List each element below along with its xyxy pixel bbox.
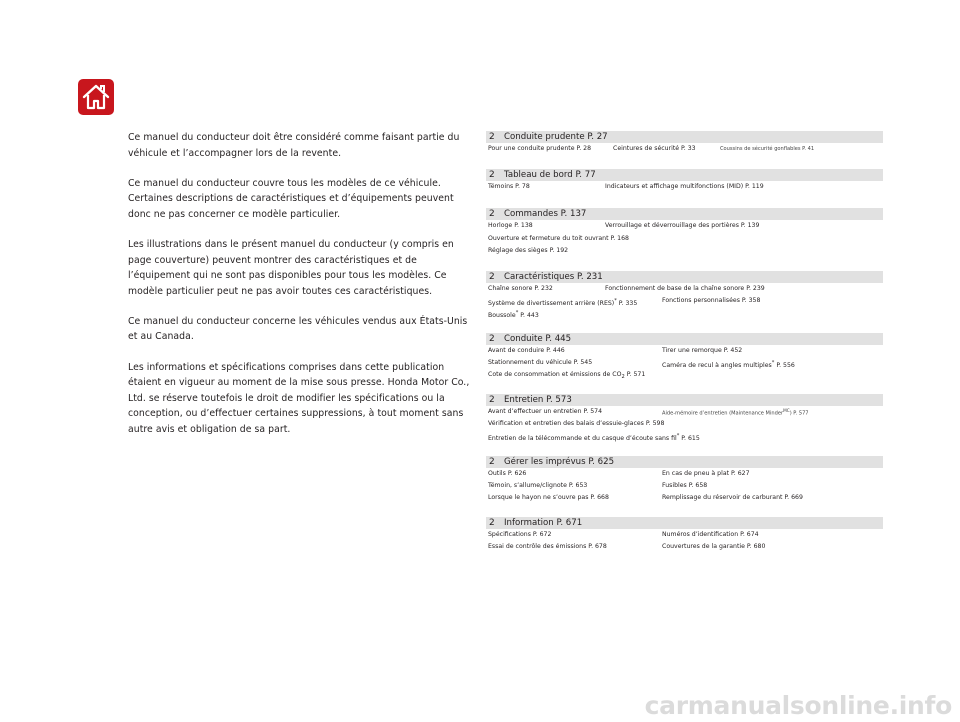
arrow-icon: 2 — [489, 170, 495, 181]
section-title: Conduite prudente — [504, 132, 585, 142]
arrow-icon: 2 — [489, 333, 495, 344]
arrow-icon: 2 — [489, 518, 495, 529]
toc-section-gerer-les-imprevus — [486, 456, 883, 505]
footnote-star: * — [515, 310, 519, 317]
toc-row — [486, 245, 883, 257]
toc-link[interactable]: Témoin, s’allume/clignote P. 653 — [488, 481, 588, 489]
toc-link[interactable]: Vérification et entretien des balais d’essuie-glaces P. 598 — [488, 420, 665, 428]
toc-header-conduite-prudente[interactable] — [486, 131, 883, 143]
toc-link[interactable]: Tirer une remorque P. 452 — [662, 346, 743, 354]
toc-link-text: Entretien de la télécommande et du casque d’écoute sans fil — [488, 435, 677, 443]
footnote-star: * — [676, 433, 680, 440]
house-icon — [78, 79, 114, 115]
toc-link-page: P. 556 — [774, 361, 795, 369]
section-page: P. 573 — [546, 395, 572, 406]
subscript: 2 — [621, 374, 625, 381]
watermark: carmanualsonline.info — [644, 691, 952, 720]
section-title: Commandes — [504, 209, 558, 220]
intro-text — [128, 130, 476, 452]
toc-link[interactable]: Pour une conduite prudente P. 28 — [488, 145, 592, 152]
toc-row — [486, 283, 883, 295]
intro-paragraph: Ce manuel du conducteur couvre tous les modèles de ce véhicule. Certaines descriptions de caractéristiques et d’équipements peuvent donc ne pas concerner ce modèle particulier. — [128, 177, 454, 220]
section-title: Gérer les imprévus — [504, 456, 586, 467]
toc-row — [486, 143, 883, 155]
section-page: P. 27 — [587, 132, 608, 142]
section-page: P. 625 — [588, 456, 615, 467]
table-of-contents — [486, 131, 883, 554]
intro-paragraph: Les informations et spécifications comprises dans cette publication étaient en vigueur au moment de la mise sous presse. Honda Motor Co., Ltd. se réserve toutefois le droit de modifier les spécifications ou la conception, ou d’effectuer certaines suppressions, à tout moment sans autre avis et obligation de sa part. — [128, 361, 470, 435]
toc-section-tableau-de-bord — [486, 169, 883, 193]
arrow-icon: 2 — [489, 132, 495, 142]
toc-header-entretien[interactable] — [486, 394, 883, 406]
toc-link[interactable]: Horloge P. 138 — [488, 222, 533, 230]
section-title: Information — [504, 518, 554, 529]
toc-link-text: Cote de consommation et émissions de CO — [488, 370, 622, 378]
toc-row — [486, 295, 883, 307]
toc-link[interactable] — [488, 369, 645, 383]
arrow-icon: 2 — [489, 271, 495, 282]
toc-link[interactable]: Verrouillage et déverrouillage des portières P. 139 — [605, 222, 760, 230]
toc-header-caracteristiques[interactable] — [486, 271, 883, 283]
toc-header-conduite[interactable] — [486, 333, 883, 345]
toc-link[interactable]: Numéros d’identification P. 674 — [662, 531, 759, 539]
toc-link[interactable]: Lorsque le hayon ne s’ouvre pas P. 668 — [488, 494, 609, 501]
toc-link-text: Caméra de recul à angles multiples — [662, 361, 772, 369]
section-page: P. 137 — [560, 209, 587, 220]
toc-link[interactable]: Réglage des sièges P. 192 — [488, 246, 569, 254]
section-title: Caractéristiques — [504, 271, 575, 282]
arrow-icon: 2 — [489, 395, 495, 406]
toc-section-commandes — [486, 208, 883, 257]
intro-paragraph: Ce manuel du conducteur doit être considéré comme faisant partie du véhicule et l’accompagner lors de la revente. — [128, 132, 460, 159]
toc-header-information[interactable] — [486, 517, 883, 529]
toc-row — [486, 541, 883, 553]
toc-row — [486, 345, 883, 357]
toc-link-text: Boussole — [488, 312, 516, 320]
toc-row — [486, 369, 883, 381]
section-title: Conduite — [504, 333, 543, 344]
toc-link[interactable]: Outils P. 626 — [488, 469, 527, 477]
toc-link-page: P. 615 — [679, 435, 700, 443]
section-title: Tableau de bord — [504, 170, 573, 181]
toc-section-conduite — [486, 333, 883, 382]
toc-link[interactable]: Remplissage du réservoir de carburant P. 669 — [662, 494, 803, 501]
toc-row — [486, 233, 883, 245]
toc-link-text: Aide-mémoire d’entretien (Maintenance Minder — [662, 410, 784, 417]
intro-paragraph: Les illustrations dans le présent manuel du conducteur (y compris en page couverture) peuvent montrer des caractéristiques et de l’équipement qui ne sont pas disponibles pour tous les modèles. Ce modèle particulier peut ne pas avoir toutes ces caractéristiques. — [128, 238, 454, 297]
toc-link-page: ) P. 577 — [789, 410, 809, 417]
toc-row — [486, 357, 883, 369]
toc-link-page: P. 443 — [518, 312, 539, 320]
toc-link[interactable]: Coussins de sécurité gonflables P. 41 — [720, 146, 815, 152]
toc-header-tableau-de-bord[interactable] — [486, 169, 883, 181]
toc-row — [486, 418, 883, 430]
toc-link[interactable]: Stationnement du véhicule P. 545 — [488, 358, 593, 366]
toc-section-caracteristiques — [486, 271, 883, 320]
toc-link[interactable]: Ceintures de sécurité P. 33 — [613, 145, 696, 152]
arrow-icon: 2 — [489, 209, 495, 220]
toc-row — [486, 480, 883, 492]
toc-section-entretien — [486, 394, 883, 443]
toc-link[interactable]: Spécifications P. 672 — [488, 531, 552, 539]
toc-link[interactable]: En cas de pneu à plat P. 627 — [662, 469, 750, 477]
toc-link[interactable]: Couvertures de la garantie P. 680 — [662, 543, 766, 551]
toc-link[interactable] — [488, 307, 539, 322]
toc-link[interactable]: Avant de conduire P. 446 — [488, 346, 565, 354]
toc-link[interactable]: Fonctions personnalisées P. 358 — [662, 297, 761, 305]
toc-row — [486, 492, 883, 504]
superscript: MC — [783, 409, 790, 415]
toc-row — [486, 406, 883, 418]
toc-link[interactable]: Indicateurs et affichage multifonctions (MID) P. 119 — [605, 183, 764, 191]
intro-paragraph: Ce manuel du conducteur concerne les véhicules vendus aux États-Unis et au Canada. — [128, 315, 468, 343]
section-page: P. 445 — [545, 333, 572, 344]
toc-link-page: P. 571 — [624, 370, 646, 378]
toc-row — [486, 181, 883, 193]
section-page: P. 671 — [556, 518, 583, 529]
footnote-star: * — [614, 298, 617, 305]
toc-link[interactable]: Fonctionnement de base de la chaîne sonore P. 239 — [605, 284, 765, 292]
toc-link[interactable]: Chaîne sonore P. 232 — [488, 284, 553, 292]
toc-link[interactable]: Fusibles P. 658 — [662, 481, 708, 489]
arrow-icon: 2 — [489, 456, 495, 467]
toc-link-text: Système de divertissement arrière (RES) — [488, 300, 615, 308]
section-page: P. 231 — [577, 271, 603, 282]
toc-header-gerer-les-imprevus[interactable] — [486, 456, 883, 468]
toc-section-conduite-prudente — [486, 131, 883, 155]
toc-row — [486, 220, 883, 232]
toc-header-commandes[interactable] — [486, 208, 883, 220]
toc-link[interactable]: Témoins P. 78 — [488, 183, 530, 191]
toc-link-page: P. 335 — [616, 300, 638, 308]
toc-link[interactable] — [488, 430, 700, 445]
footnote-star: * — [771, 359, 775, 366]
home-icon[interactable] — [78, 79, 114, 115]
toc-row — [486, 307, 883, 319]
toc-link[interactable]: Avant d’effectuer un entretien P. 574 — [488, 408, 603, 416]
section-page: P. 77 — [575, 170, 596, 181]
toc-link[interactable]: Ouverture et fermeture du toit ouvrant P. 168 — [488, 234, 629, 242]
toc-section-information — [486, 517, 883, 553]
section-title: Entretien — [504, 395, 544, 406]
toc-row — [486, 529, 883, 541]
toc-link[interactable]: Essai de contrôle des émissions P. 678 — [488, 543, 607, 551]
toc-row — [486, 468, 883, 480]
toc-row — [486, 430, 883, 442]
